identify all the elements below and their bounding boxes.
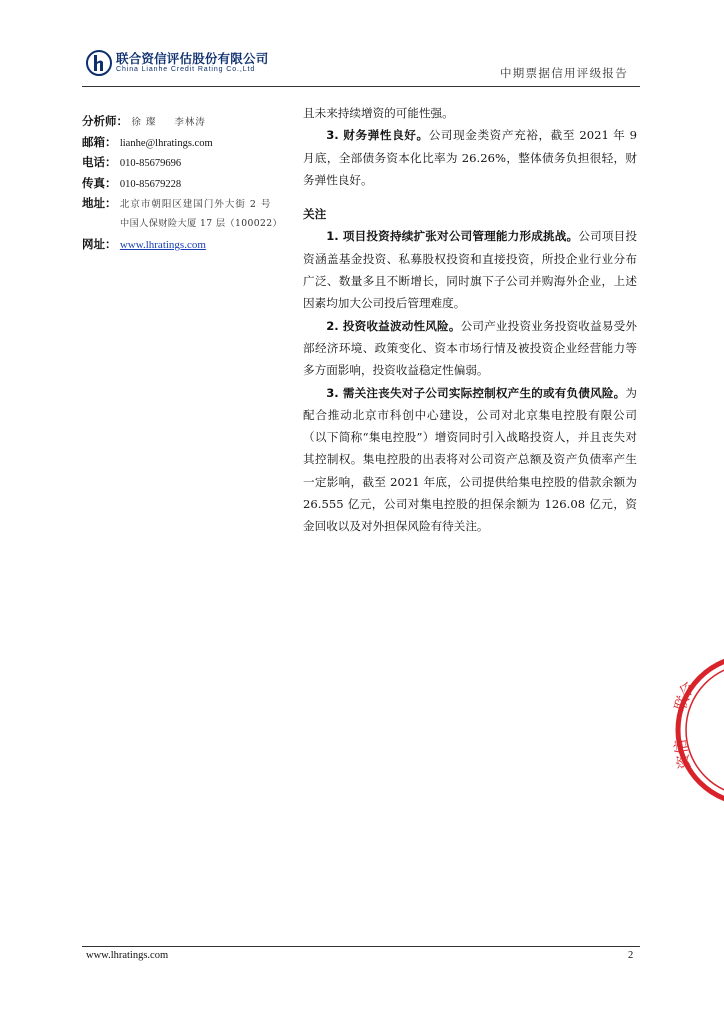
report-type: 中期票据信用评级报告 [500, 66, 628, 80]
seal-icon [662, 650, 724, 810]
address-label: 地址： [82, 196, 117, 210]
concern-3-title: 3. 需关注丧失对子公司实际控制权产生的或有负债风险。 [326, 385, 626, 400]
concern-2-text: 公司产业投资业务投资收益易受外部经济环境、政策变化、资本市场行情及被投资企业经营能力等多方面影响，投资收益稳定性偏弱。 [303, 318, 637, 378]
website-link[interactable]: www.lhratings.com [119, 239, 206, 251]
address-row [82, 193, 294, 214]
fax-row [82, 173, 294, 194]
footer-divider [82, 946, 640, 947]
email-value: lianhe@lhratings.com [119, 137, 213, 149]
company-logo-icon [86, 50, 112, 76]
concern-paragraph-2 [303, 315, 637, 382]
email-label: 邮箱： [82, 134, 117, 149]
email-row [82, 132, 294, 153]
company-seal [662, 650, 724, 810]
address-line-1: 北京市朝阳区建国门外大街 2 号 [119, 199, 272, 210]
report-body [303, 102, 637, 538]
page-header [82, 46, 640, 87]
phone-label: 电话： [82, 155, 117, 169]
concern-paragraph-1 [303, 225, 637, 314]
analyst-label: 分析师： [82, 114, 128, 128]
website-label: 网址： [82, 237, 117, 251]
concern-3-text: 为配合推动北京市科创中心建设，公司对北京集电控股有限公司（以下简称“集电控股”）增资同时引入战略投资人，并且丧失对其控制权。集电控股的出表将对公司资产总额及资产负债率产生一定影响，截至 2021 年底，公司提供给集电控股的借款余额为 26.555 亿元，公司对集电控股的担保余额为 126.08 亿元，资金回收以及对外担保风险有待关注。 [303, 385, 637, 534]
concern-1-text: 公司项目投资涵盖基金投资、私募股权投资和直接投资，所投企业行业分布广泛、数量多且不断增长，同时旗下子公司并购海外企业，上述因素均加大公司投后管理难度。 [303, 229, 637, 311]
phone-value: 010-85679696 [119, 158, 182, 169]
analyst-row [82, 111, 294, 132]
footer-url[interactable]: www.lhratings.com [86, 950, 169, 961]
fax-label: 传真： [82, 175, 117, 190]
contact-info [82, 111, 294, 255]
address-line-2: 中国人保财险大厦 17 层（100022） [120, 217, 283, 229]
website-row [82, 234, 294, 255]
phone-row [82, 152, 294, 173]
fax-value: 010-85679228 [119, 178, 182, 190]
strength-3-title: 3. 财务弹性良好。 [326, 128, 429, 143]
concerns-heading: 关注 [303, 207, 327, 222]
continuation-text: 且未来持续增资的可能性强。 [303, 106, 454, 120]
svg-text:联合: 联合 [670, 679, 699, 714]
strength-paragraph-3 [303, 124, 637, 191]
concern-paragraph-3 [303, 382, 637, 538]
svg-text:资信: 资信 [671, 737, 694, 771]
strength-3-text: 公司现金类资产充裕，截至 2021 年 9 月底，全部债务资本化比率为 26.26%，整体债务负担很轻，财务弹性良好。 [303, 128, 637, 187]
concern-1-title: 1. 项目投资持续扩张对公司管理能力形成挑战。 [326, 229, 579, 244]
company-name-en: China Lianhe Credit Rating Co.,Ltd [116, 66, 256, 73]
page-number: 2 [628, 950, 634, 961]
company-name-cn: 联合资信评估股份有限公司 [116, 51, 269, 66]
analyst-names [131, 117, 220, 128]
concern-2-title: 2. 投资收益波动性风险。 [326, 318, 461, 333]
analyst-name: 徐 璨 [131, 117, 157, 128]
analyst-name: 李林涛 [174, 117, 206, 128]
